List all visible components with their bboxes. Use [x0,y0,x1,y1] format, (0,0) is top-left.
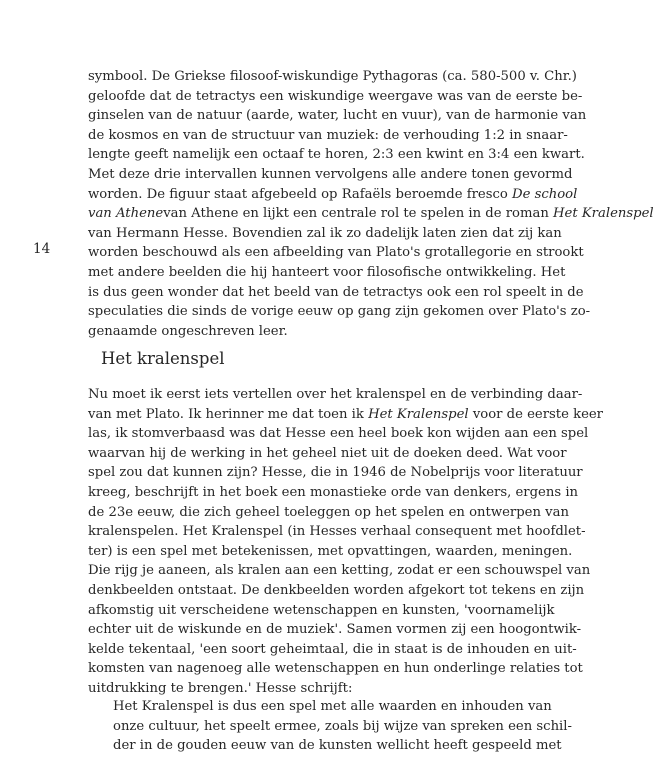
text-line: met andere beelden die hij hanteert voor filosofische ontwikkeling. Het [88,264,566,280]
text-line: echter uit de wiskunde en de muziek'. Samen vormen zij een hoogontwik- [88,622,582,638]
text-line: de 23e eeuw, die zich geheel toeleggen op het spelen en ontwerpen van [88,504,569,520]
text-line: geloofde dat de tetractys een wiskundige weergave was van de eerste be- [88,88,583,104]
text-line: denkbeelden ontstaat. De denkbeelden worden afgekort tot tekens en zijn [88,582,585,598]
text-line: worden beschouwd als een afbeelding van Plato's grotallegorie en strookt [88,245,584,261]
quote-line: onze cultuur, het speelt ermee, zoals bij wijze van spreken een schil- [113,718,572,734]
quote-line: der in de gouden eeuw van de kunsten wellicht heeft gespeeld met [113,738,562,754]
text-line: kralenspelen. Het Kralenspel (in Hesses verhaal consequent met hoofdlet- [88,524,586,540]
section-heading: Het kralenspel [101,349,225,368]
quote-line: Het Kralenspel is dus een spel met alle waarden en inhouden van [113,699,552,714]
text-line: Die rijg je aaneen, als kralen aan een ketting, zodat er een schouwspel van [88,563,591,579]
text-line: is dus geen wonder dat het beeld van de tetractys ook een rol speelt in de [88,284,584,300]
italic-title: van Athene [88,206,164,222]
text-line: kelde tekentaal, 'een soort geheimtaal, die in staat is de inhouden en uit- [88,641,577,657]
italic-title: Het Kralenspel [553,206,654,222]
text-line: de kosmos en van de structuur van muziek: de verhouding 1:2 in snaar- [88,127,568,143]
text-segment: van Athene en lijkt een centrale rol te spelen in de roman [163,206,554,222]
text-segment: voor de eerste keer [468,406,603,422]
page-number: 14 [33,241,51,257]
text-line: genaamde ongeschreven leer. [88,323,288,339]
text-line: ginselen van de natuur (aarde, water, lucht en vuur), van de harmonie van [88,108,587,124]
block-quote [113,697,572,756]
text-line [88,405,603,425]
text-line: ter) is een spel met betekenissen, met opvattingen, waarden, meningen. [88,543,573,559]
text-line: lengte geeft namelijk een octaaf te horen, 2:3 een kwint en 3:4 een kwart. [88,147,585,163]
text-line: las, ik stomverbaasd was dat Hesse een heel boek kon wijden aan een spel [88,426,589,442]
text-line: symbool. De Griekse filosoof-wiskundige Pythagoras (ca. 580-500 v. Chr.) [88,69,577,84]
text-line: kreeg, beschrijft in het boek een monastieke orde van denkers, ergens in [88,484,579,500]
text-line: spel zou dat kunnen zijn? Hesse, die in 1946 de Nobelprijs voor literatuur [88,465,583,481]
text-line: afkomstig uit verscheidene wetenschappen en kunsten, 'voornamelijk [88,602,555,618]
body-paragraph-2 [88,385,603,699]
text-line: komsten van nagenoeg alle wetenschappen en hun onderlinge relaties tot [88,661,583,677]
text-line: waarvan hij de werking in het geheel niet uit de doeken deed. Wat voor [88,445,567,461]
text-line: Met deze drie intervallen kunnen vervolgens alle andere tonen gevormd [88,166,573,182]
italic-title: Het Kralenspel [368,406,469,422]
text-line: uitdrukking te brengen.' Hesse schrijft: [88,680,353,696]
text-line: speculaties die sinds de vorige eeuw op gang zijn gekomen over Plato's zo- [88,304,591,320]
text-line: Nu moet ik eerst iets vertellen over het kralenspel en de verbinding daar- [88,387,583,402]
text-line: van Hermann Hesse. Bovendien zal ik zo dadelijk laten zien dat zij kan [88,225,562,241]
text-line [88,185,578,205]
body-paragraph-1 [88,67,654,341]
text-line [88,204,654,224]
text-segment: worden. De figuur staat afgebeeld op Rafaëls beroemde fresco [88,186,513,202]
text-segment: van met Plato. Ik herinner me dat toen ik [88,406,369,422]
italic-title: De school [512,186,578,202]
